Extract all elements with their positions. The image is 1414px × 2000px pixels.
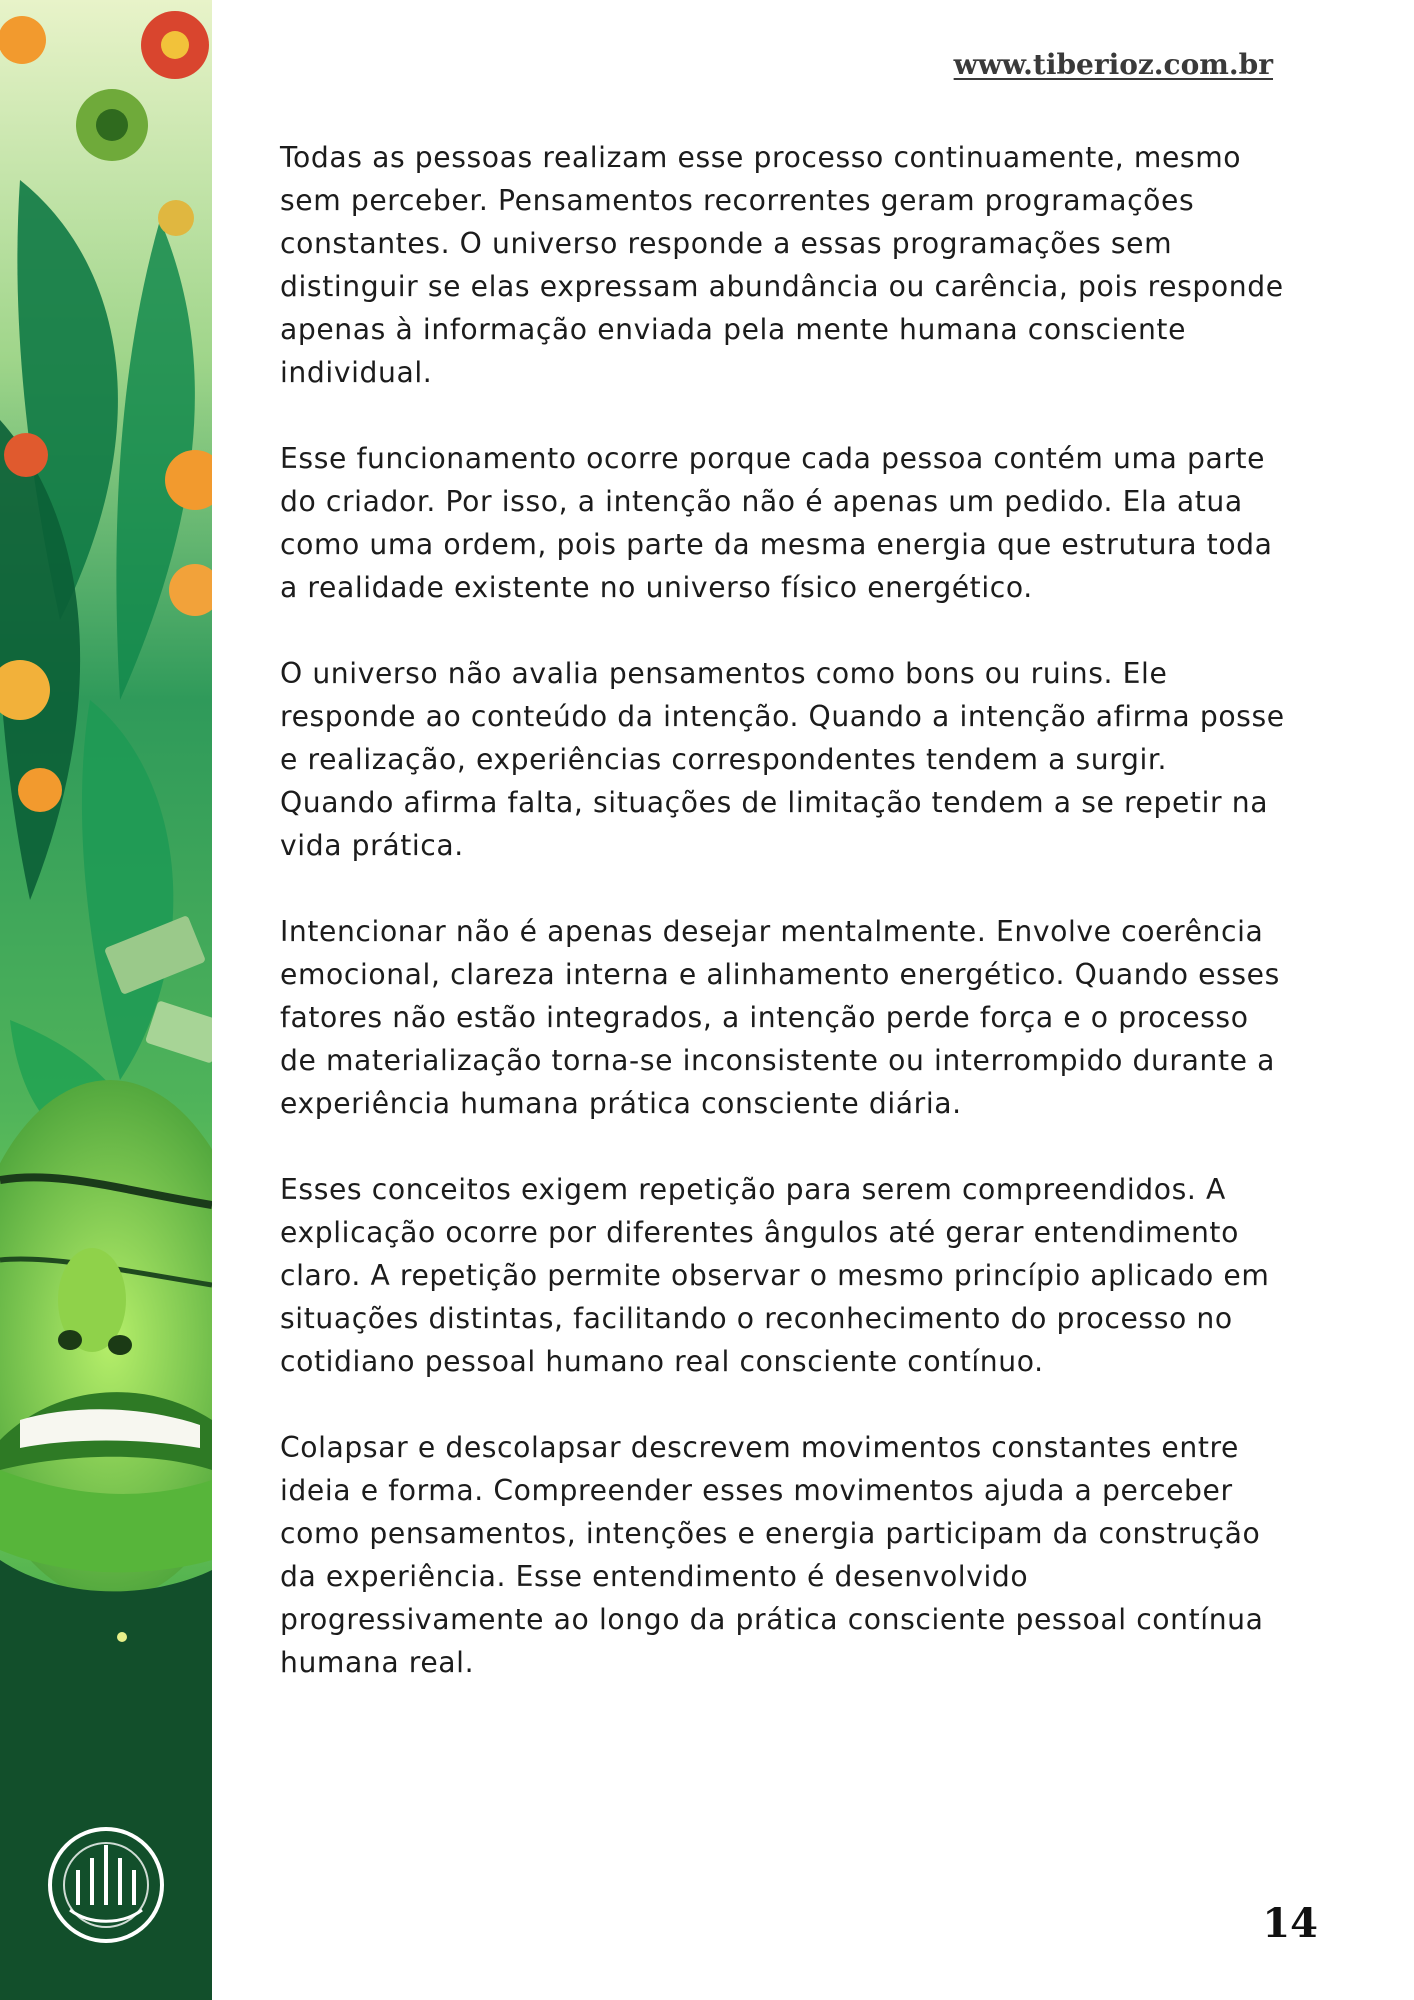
paragraph-2: Esse funcionamento ocorre porque cada pessoa contém uma parte do criador. Por isso, a intenção não é apenas um pedido. Ela atua como uma ordem, pois parte da mesma energia que estrutura toda a realidade existente no universo físico energético. [280, 442, 1273, 604]
decorative-side-illustration [0, 0, 212, 2000]
paragraph-1: Todas as pessoas realizam esse processo continuamente, mesmo sem perceber. Pensamentos recorrentes geram programações constantes. O universo responde a essas programações sem distinguir se elas expressam abundância ou carência, pois responde apenas à informação enviada pela mente humana consciente individual. [280, 141, 1284, 389]
website-url[interactable]: www.tiberioz.com.br [953, 48, 1273, 81]
body-text [280, 136, 1290, 1727]
paragraph-4: Intencionar não é apenas desejar mentalmente. Envolve coerência emocional, clareza interna e alinhamento energético. Quando esses fatores não estão integrados, a intenção perde força e o processo de materialização torna-se inconsistente ou interrompido durante a experiência humana prática consciente diária. [280, 915, 1280, 1120]
page-number: 14 [1262, 1900, 1318, 1947]
paragraph-3: O universo não avalia pensamentos como bons ou ruins. Ele responde ao conteúdo da intenção. Quando a intenção afirma posse e realização, experiências correspondentes tendem a surgir. Quando afirma falta, situações de limitação tendem a se repetir na vida prática. [280, 657, 1285, 862]
paragraph-6: Colapsar e descolapsar descrevem movimentos constantes entre ideia e forma. Compreender esses movimentos ajuda a perceber como pensamentos, intenções e energia participam da construção da experiência. Esse entendimento é desenvolvido progressivamente ao longo da prática consciente pessoal contínua humana real. [280, 1431, 1264, 1679]
paragraph-5: Esses conceitos exigem repetição para serem compreendidos. A explicação ocorre por diferentes ângulos até gerar entendimento claro. A repetição permite observar o mesmo princípio aplicado em situações distintas, facilitando o reconhecimento do processo no cotidiano pessoal humano real consciente contínuo. [280, 1173, 1270, 1378]
